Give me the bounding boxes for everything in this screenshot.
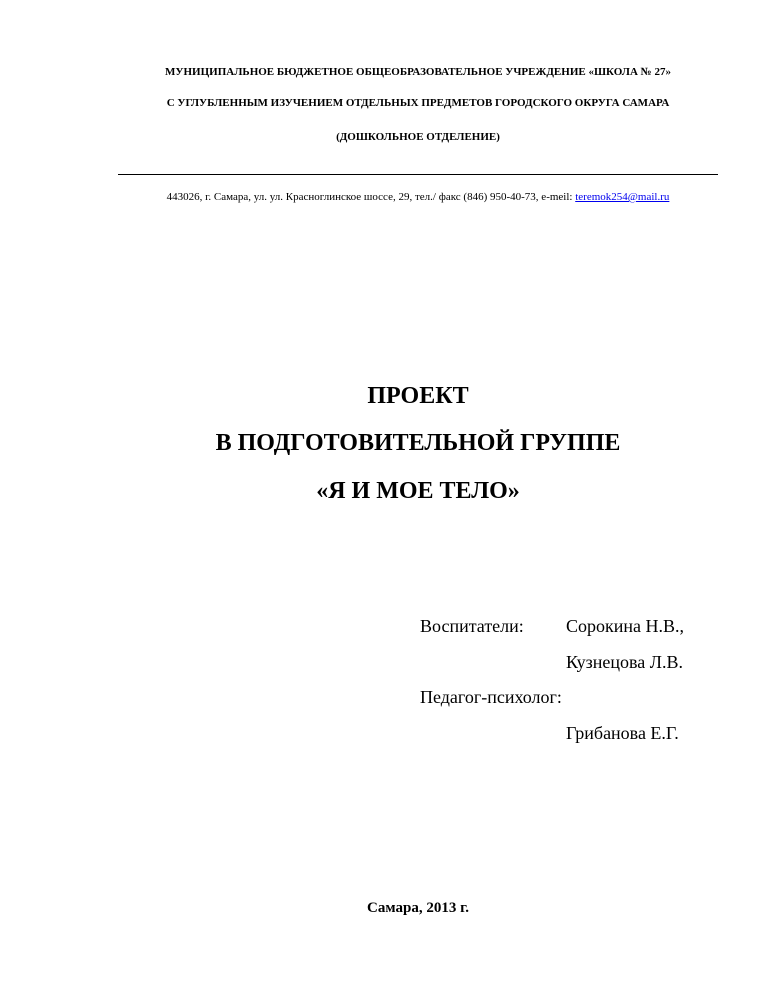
address-text: 443026, г. Самара, ул. ул. Красноглинское шоссе, 29, тел./ факс (846) 950-40-73, e-meil: <box>166 191 576 203</box>
institution-name-line-2: С УГЛУБЛЕННЫМ ИЗУЧЕНИЕМ ОТДЕЛЬНЫХ ПРЕДМЕТОВ ГОРОДСКОГО ОКРУГА САМАРА <box>166 97 670 109</box>
educator-name-1: Сорокина Н.В., <box>566 616 685 636</box>
address-line <box>118 191 718 203</box>
title-line-2: В ПОДГОТОВИТЕЛЬНОЙ ГРУППЕ <box>215 430 621 456</box>
institution-department: (ДОШКОЛЬНОЕ ОТДЕЛЕНИЕ) <box>336 131 500 143</box>
title-line-1: ПРОЕКТ <box>367 383 469 409</box>
educator-name-2: Кузнецова Л.В. <box>566 652 683 672</box>
city-year: Самара, 2013 г. <box>367 900 469 916</box>
title-line-3: «Я И МОЕ ТЕЛО» <box>316 478 520 504</box>
email-link[interactable]: teremok254@mail.ru <box>575 191 670 203</box>
psychologist-label: Педагог-психолог: <box>420 687 562 707</box>
institution-name-line-1: МУНИЦИПАЛЬНОЕ БЮДЖЕТНОЕ ОБЩЕОБРАЗОВАТЕЛЬНОЕ УЧРЕЖДЕНИЕ «ШКОЛА № 27» <box>165 66 671 78</box>
psychologist-name: Грибанова Е.Г. <box>566 723 679 743</box>
header-divider <box>118 174 718 175</box>
educators-label: Воспитатели: <box>420 616 524 636</box>
